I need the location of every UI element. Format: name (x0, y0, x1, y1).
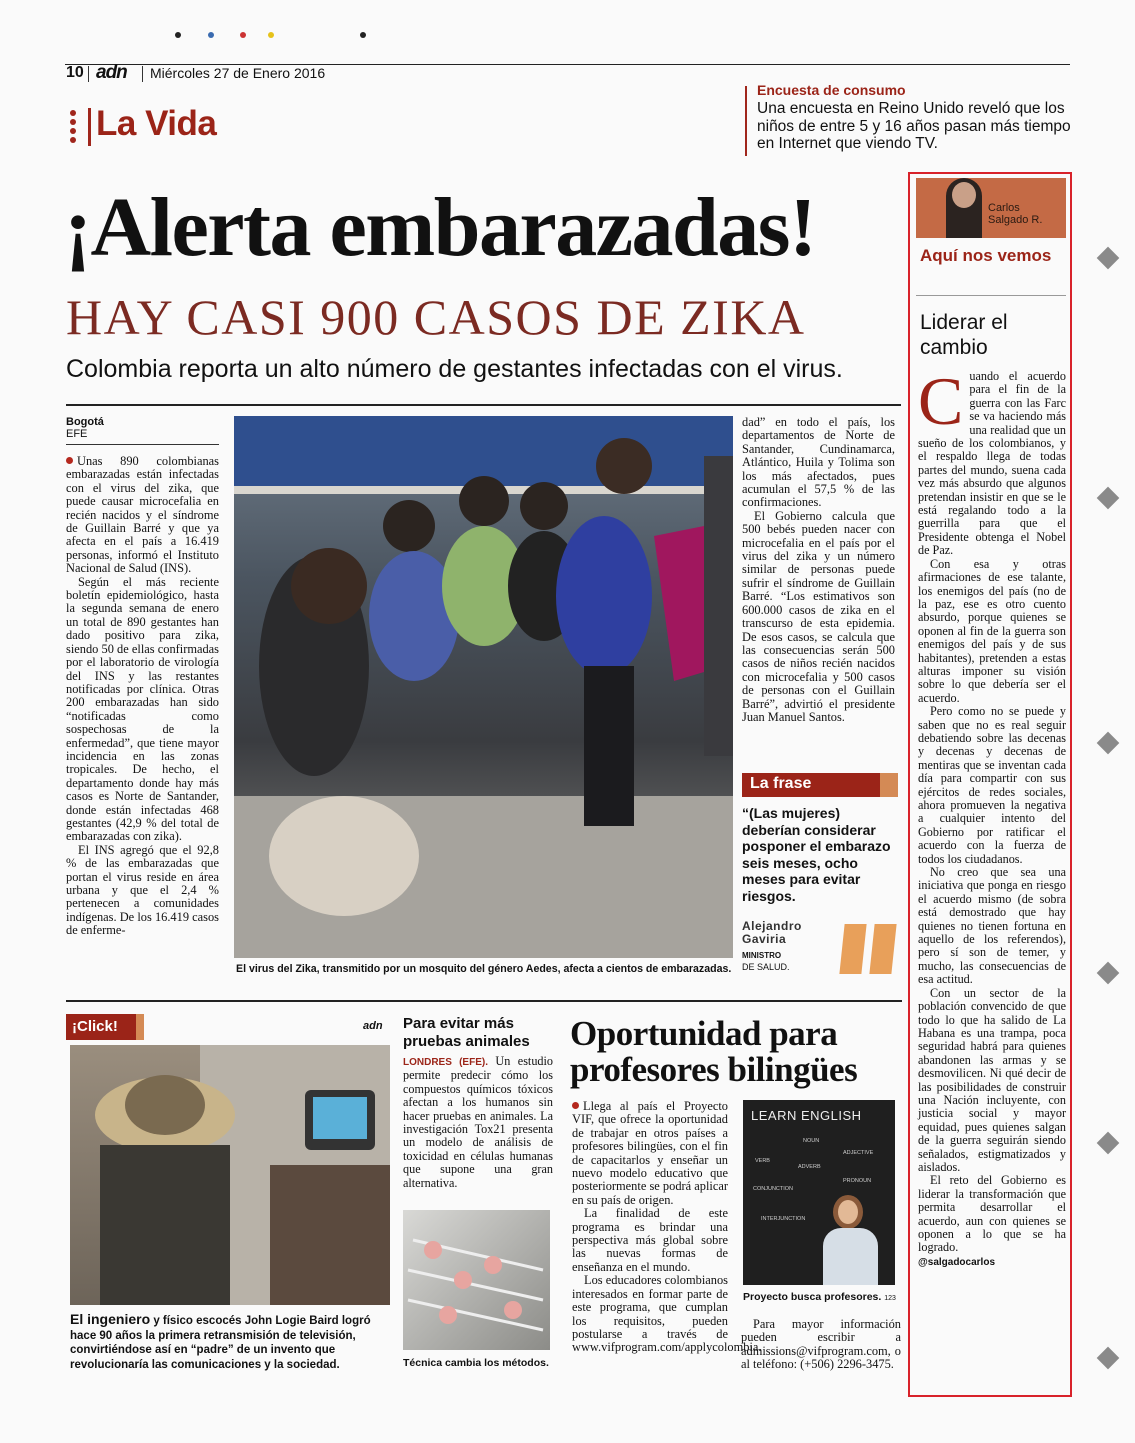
paragraph: Pero como no se puede y saben que no es real seguir debatiendo sobre las decenas y decenas y decenas de mentiras que se inventan cada día para compartir con sus ejércitos de redes sociales, ahora promueven la negativa a cualquier intento del Gobierno por ratificar el acuerdo con la fuerza de todos los ciudadanos. (918, 704, 1066, 866)
registration-mark (175, 32, 181, 38)
quote-label: La frase (742, 773, 880, 797)
main-photo (234, 416, 733, 958)
paragraph: No creo que sea una iniciativa que ponga en riesgo el acuerdo mismo (de sobra está demostrado que hay quienes no tienen fortuna en aquello de los referendos), pero sí son de temer, y mucho, las consecuencias de esa actitud. (918, 865, 1066, 987)
column-body (918, 363, 1066, 1268)
chalk-word: INTERJUNCTION (761, 1216, 806, 1222)
story2-contact: Para mayor información pueden escribir a admissions@vifprogram.com, o al teléfono: (+506) 2296-3475. (741, 1317, 901, 1372)
author-name: Salgado R. (988, 214, 1043, 226)
quote-role: MINISTRO (742, 951, 782, 960)
quote-text: “(Las mujeres) deberían considerar posponer el embarazo seis meses, ocho meses para evitar riesgos. (742, 805, 891, 904)
main-headline: ¡Alerta embarazadas! (64, 181, 816, 274)
paragraph: Unas 890 colombianas embarazadas están infectadas con el virus del zika, que puede causar microcefalia en recién nacidos y el síndrome de Guillain Barré y que ya afecta en el país a 16.419 personas, informó el Instituto Nacional de Salud (INS). (66, 454, 219, 576)
diamond-mark (1097, 1132, 1120, 1155)
diamond-mark (1097, 1347, 1120, 1370)
story2-title: Oportunidad para profesores bilingües (570, 1014, 858, 1089)
chalk-word: CONJUNCTION (753, 1186, 794, 1192)
click-caption: El ingeniero y físico escocés John Logie Baird logró hace 90 años la primera retransmisión de televisión, convirtiéndose así en “padre” de un invento que revolucionaría las comunicaciones y la sociedad. (70, 1311, 371, 1371)
main-kicker: HAY CASI 900 CASOS DE ZIKA (66, 289, 806, 345)
paragraph: dad” en todo el país, los departamentos de Norte de Santander, Cundinamarca, Atlántico, Huila y Tolima son los más afectados, pues acumulan el 57,5 % de las confirmaciones. (742, 415, 895, 510)
chalk-word: PRONOUN (843, 1178, 872, 1184)
column-series: Aquí nos vemos (920, 246, 1052, 265)
paragraph: El Gobierno calcula que 500 bebés pueden nacer con microcefalia en el país por el virus del zika y un número similar de personas puede sufrir el síndrome de Guillain Barré. “Los estimativos son 600.000 casos de zika en el transcurso de esta epidemia. De esos casos, se calcula que las consecuencias serán 500 casos de niños recién nacidos con microcefalia y 500 casos de personas con el Guillain Barré”, advirtió el presidente Juan Manuel Santos. (742, 508, 895, 724)
column-title: Liderar el cambio (920, 311, 1008, 359)
paragraph: Con un sector de la población convencido de que todo lo que ha salido de La Habana es una trampa, poca seguridad habrá para quienes abandonen las armas y se desmovilicen. Ni qué decir de las posibilidades de construir una Nación incluyente, con justicia social y mayor equidad, pues quienes salgan de la guerra seguirán siendo señalados, estigmatizados y aislados. (918, 985, 1066, 1174)
author-name: Carlos (988, 202, 1020, 214)
teaser-text: Una encuesta en Reino Unido reveló que los niños de entre 5 y 16 años pasan más tiempo en Internet que viendo TV. (757, 100, 1071, 152)
registration-mark (208, 32, 214, 38)
author-banner (916, 178, 1066, 238)
chalk-word: ADVERB (798, 1164, 821, 1170)
paragraph: El reto del Gobierno es liderar la transformación que permita desarrollar el acuerdo, aun con quienes se oponen a lo que se ha logrado. (918, 1173, 1066, 1255)
diamond-mark (1097, 962, 1120, 985)
divider (142, 66, 143, 82)
registration-mark (240, 32, 246, 38)
quote-author: Alejandro Gaviria (742, 919, 802, 946)
diamond-mark (1097, 732, 1120, 755)
paragraph: La finalidad de este programa es brindar una perspectiva más global sobre las nuevas formas de enseñanza en el mundo. (572, 1206, 728, 1274)
section-bar (88, 108, 91, 146)
click-label-accent (136, 1014, 144, 1040)
teacher-body (823, 1228, 878, 1285)
quote-label-accent (880, 773, 898, 797)
brief-title: Para evitar más pruebas animales (403, 1015, 530, 1050)
chalk-title: LEARN ENGLISH (751, 1108, 862, 1123)
page-number: 10 (66, 64, 84, 81)
paragraph: Los educadores colombianos interesados en formar parte de este programa, que cumplan los requisitos, pueden postularse a través de www.vifprogram.com/applycolombia. (572, 1273, 762, 1355)
chalk-word: ADJECTIVE (843, 1150, 874, 1156)
paragraph: Con esa y otras afirmaciones de ese talante, los enemigos del país (no de la paz, ese es otro cuento absurdo, porque quienes se oponen al fin de la guerra son enemigos del país y de sus habitantes), pretenden a estas alturas imponer su visión sobre lo que debería ser el acuerdo. (918, 556, 1066, 705)
diamond-mark (1097, 487, 1120, 510)
registration-mark (268, 32, 274, 38)
quote-marks-icon (842, 924, 898, 974)
click-label: ¡Click! (66, 1014, 136, 1040)
click-photo (70, 1045, 390, 1305)
section-rule (66, 1000, 902, 1002)
registration-mark (360, 32, 366, 38)
divider (88, 66, 89, 82)
story2-photo (743, 1100, 895, 1285)
brief-photo (403, 1210, 550, 1350)
main-deck: Colombia reporta un alto número de gestantes infectadas con el virus. (66, 355, 843, 383)
photo-caption: El virus del Zika, transmitido por un mosquito del género Aedes, afecta a cientos de embarazadas. (236, 963, 732, 975)
chalk-word: VERB (755, 1158, 770, 1164)
dateline: Bogotá (66, 416, 104, 428)
quote-role: DE SALUD. (742, 962, 790, 972)
paragraph: Llega al país el Proyecto VIF, que ofrece la oportunidad de trabajar en otros países a profesores bilingües, con el fin de capacitarlos y enseñar un nuevo modelo educativo que posteriormente se podrá aplicar en su país de origen. (572, 1099, 728, 1207)
teacher-face (838, 1200, 858, 1224)
main-article-col3 (742, 416, 895, 724)
dropcap: C (918, 363, 964, 439)
section-bullets (70, 110, 77, 146)
paragraph: El INS agregó que el 92,8 % de las embarazadas que portan el virus reside en área urbana y que el 2,4 % pertenecen a comunidades indígenas. De los 16.419 casos de enferme- (66, 842, 219, 938)
agency: EFE (66, 428, 219, 445)
brand-logo: adn (96, 62, 127, 83)
chalk-word: NOUN (803, 1138, 820, 1144)
author-handle: @salgadocarlos (918, 1256, 996, 1268)
brief-text: LONDRES (EFE). Un estudio permite predecir cómo los compuestos químicos tóxicos afectan a los humanos sin hacer pruebas en animales. La investigación Tox21 presenta un modelo de análisis de toxicidad en células humanas que supone una gran alternativa. (403, 1054, 553, 1190)
issue-date: Miércoles 27 de Enero 2016 (150, 65, 326, 81)
paragraph: uando el acuerdo para el fin de la guerra con las Farc se va haciendo más una realidad que un sueño de los colombianos, y el respaldo llega de todas partes del mundo, suena cada vez más absurdo que algunos pretendan insistir en que se le está regalando todo a la guerrilla para que el Presidente obtenga el Nobel de Paz. (918, 369, 1066, 558)
section-title: La Vida (96, 104, 217, 143)
story2-body (572, 1099, 762, 1355)
teaser-bar (745, 86, 747, 156)
deck-rule (66, 404, 901, 406)
diamond-mark (1097, 247, 1120, 270)
author-face (952, 182, 976, 208)
paragraph: Según el más reciente boletín epidemiológico, hasta la segunda semana de enero un total de 890 gestantes han dado positivo para zika, siendo 50 de ellas confirmadas por el laboratorio de virología del INS y las restantes notificadas por clínica. Otras 200 embarazadas han sido “notificadas como sospechosas de la enfermedad”, que tiene mayor incidencia en las zonas tropicales. De hecho, el departamento donde hay más casos es Norte de Santander, donde están infectadas 468 gestantes (42,9 % del total de embarazadas con zika). (66, 574, 219, 844)
story2-caption: Proyecto busca profesores. 123 (743, 1291, 896, 1303)
teaser-title: Encuesta de consumo (757, 82, 906, 98)
click-brand: adn (363, 1020, 383, 1032)
brief-caption: Técnica cambia los métodos. (403, 1357, 549, 1369)
divider (916, 295, 1066, 296)
main-article-col1 (66, 416, 219, 938)
